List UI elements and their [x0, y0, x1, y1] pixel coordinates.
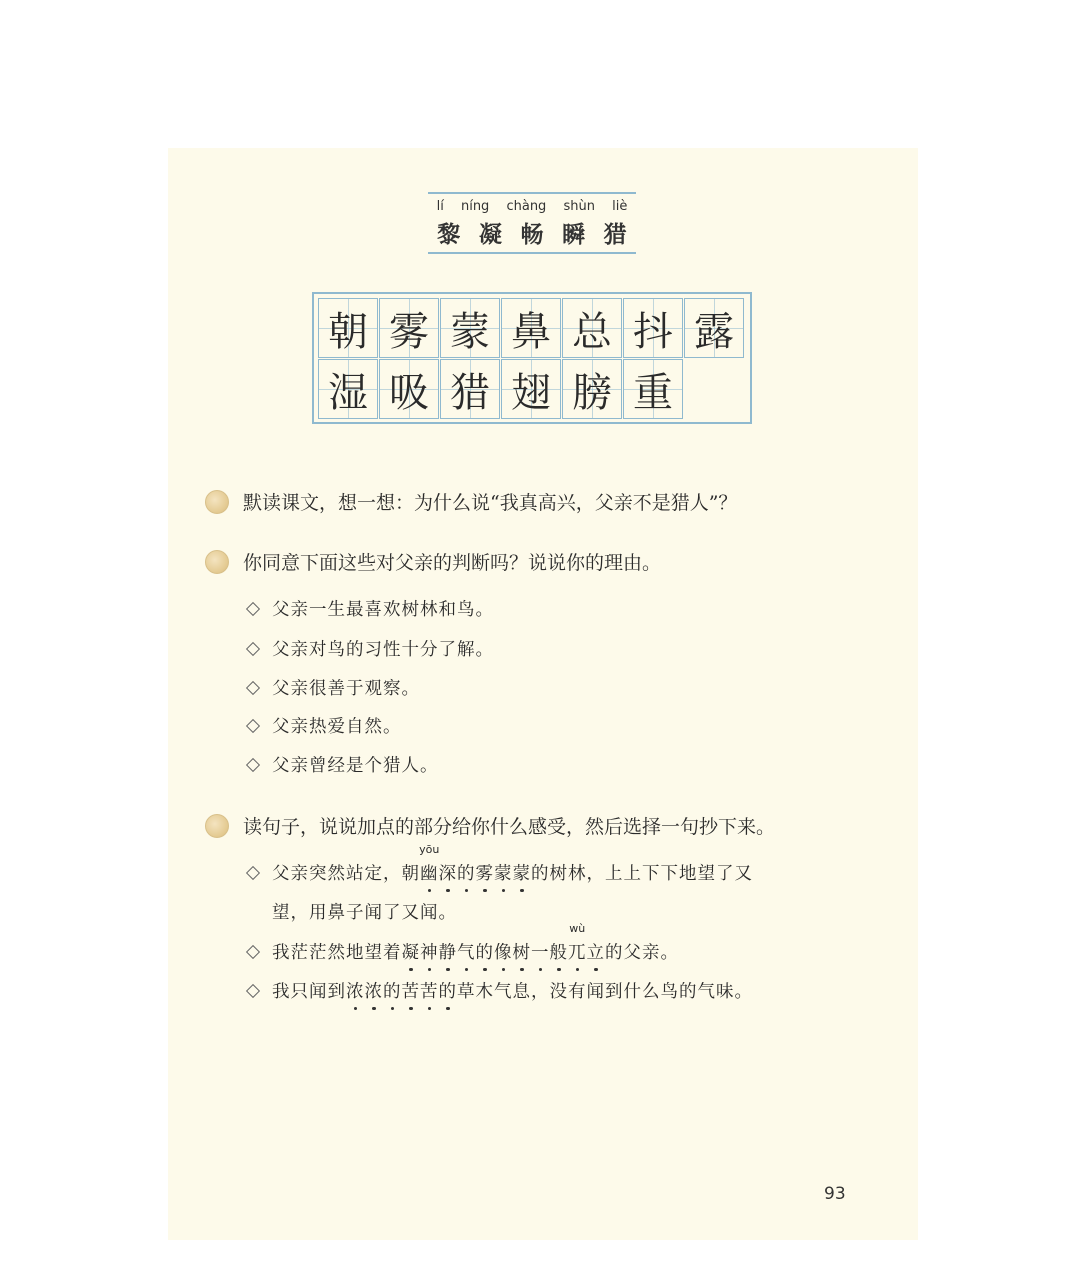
dotted-char: 苦: [420, 978, 439, 1003]
list-item: [246, 752, 439, 777]
grid-cell: 蒙: [440, 298, 500, 358]
dotted-char: 像: [494, 939, 513, 964]
question-badge-icon: [205, 814, 229, 838]
question-2-text: 你同意下面这些对父亲的判断吗？说说你的理由。: [243, 552, 662, 574]
recognize-characters-box: [428, 192, 636, 254]
sentence-text: 父亲突然站定，朝: [272, 864, 420, 884]
sentence-1-line-2: [272, 899, 457, 924]
grid-cell: 翅: [501, 359, 561, 419]
dotted-char: wù 兀: [568, 922, 587, 963]
dotted-char: 蒙: [513, 860, 532, 885]
grid-cell: 露: [684, 298, 744, 358]
list-item: [246, 596, 494, 621]
diamond-bullet-icon: [246, 601, 260, 615]
list-item: [246, 636, 494, 661]
recognize-char: 猎: [603, 221, 627, 248]
question-3-text: 读句子，说说加点的部分给你什么感受，然后选择一句抄下来。: [243, 816, 776, 838]
sentence-1: [246, 843, 753, 885]
grid-cell: 猎: [440, 359, 500, 419]
pinyin-annotation: wù: [569, 922, 586, 935]
question-3: [205, 812, 775, 839]
grid-cell: 膀: [562, 359, 622, 419]
sentence-text: 的父亲。: [605, 943, 679, 963]
option-text: 父亲一生最喜欢树林和鸟。: [272, 600, 494, 620]
grid-cell: 总: [562, 298, 622, 358]
pinyin: shùn: [563, 199, 595, 214]
dotted-char: 一: [531, 939, 550, 964]
dotted-char: 神: [420, 939, 439, 964]
dotted-char: 苦: [402, 978, 421, 1003]
sentence-text: 的树林，上上下下地望了又: [531, 864, 753, 884]
question-1: [205, 488, 737, 515]
dotted-char: 浓: [346, 978, 365, 1003]
grid-cell: 湿: [318, 359, 378, 419]
grid-cell: 朝: [318, 298, 378, 358]
option-text: 父亲对鸟的习性十分了解。: [272, 640, 494, 660]
page-number: 93: [824, 1184, 846, 1204]
recognize-char: 畅: [520, 221, 544, 248]
dotted-char: 浓: [365, 978, 384, 1003]
grid-cell: 重: [623, 359, 683, 419]
dotted-char: 的: [383, 978, 402, 1003]
option-text: 父亲很善于观察。: [272, 679, 420, 699]
grid-cell: 鼻: [501, 298, 561, 358]
sentence-text: 我茫茫然地望着: [272, 943, 402, 963]
grid-cell: 抖: [623, 298, 683, 358]
sentence-3: [246, 978, 753, 1003]
dotted-char: 的: [476, 939, 495, 964]
diamond-bullet-icon: [246, 641, 260, 655]
list-item: [246, 675, 420, 700]
sentence-text: 我只闻到: [272, 982, 346, 1002]
dotted-char: 的: [457, 860, 476, 885]
pinyin: liè: [612, 199, 628, 214]
recognize-char: 凝: [478, 221, 502, 248]
question-1-text: 默读课文，想一想：为什么说“我真高兴，父亲不是猎人”？: [243, 492, 738, 514]
dotted-char: 凝: [402, 939, 421, 964]
dotted-char: 般: [550, 939, 569, 964]
recognize-pinyin-row: [428, 199, 636, 215]
dotted-char: 气: [457, 939, 476, 964]
dotted-char: 雾: [476, 860, 495, 885]
sentence-text: 望，用鼻子闻了又闻。: [272, 903, 457, 923]
sentence-text: 草木气息，没有闻到什么鸟的气味。: [457, 982, 753, 1002]
diamond-bullet-icon: [246, 757, 260, 771]
dotted-char: 静: [439, 939, 458, 964]
recognize-chars-row: [428, 216, 636, 248]
dotted-char: 的: [439, 978, 458, 1003]
dotted-char: 立: [587, 939, 606, 964]
grid-cell: 雾: [379, 298, 439, 358]
question-badge-icon: [205, 550, 229, 574]
diamond-bullet-icon: [246, 680, 260, 694]
pinyin: níng: [460, 199, 490, 214]
dotted-char: yōu 幽: [419, 843, 440, 884]
diamond-bullet-icon: [246, 983, 260, 997]
diamond-bullet-icon: [246, 944, 260, 958]
dotted-char: 深: [439, 860, 458, 885]
question-2: [205, 548, 661, 575]
list-item: [246, 713, 402, 738]
recognize-char: 瞬: [562, 221, 586, 248]
grid-cell: 吸: [379, 359, 439, 419]
pinyin: chàng: [506, 199, 547, 214]
pinyin: lí: [436, 199, 444, 214]
diamond-bullet-icon: [246, 865, 260, 879]
sentence-2: [246, 922, 679, 964]
question-badge-icon: [205, 490, 229, 514]
option-text: 父亲热爱自然。: [272, 717, 402, 737]
pinyin-annotation: yōu: [419, 843, 440, 856]
option-text: 父亲曾经是个猎人。: [272, 756, 439, 776]
writing-grid: [312, 292, 752, 424]
recognize-char: 黎: [437, 221, 461, 248]
dotted-char: 蒙: [494, 860, 513, 885]
diamond-bullet-icon: [246, 718, 260, 732]
dotted-char: 树: [513, 939, 532, 964]
